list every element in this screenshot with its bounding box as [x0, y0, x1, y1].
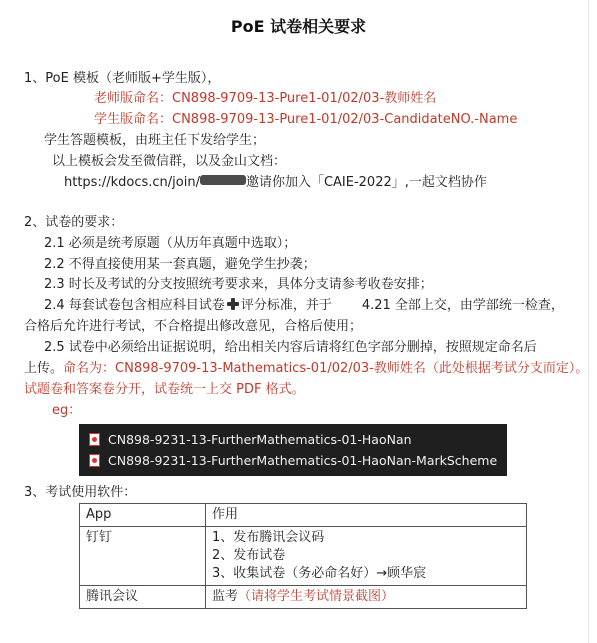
requirement-2-3: 2.3 时长及考试的分支按照统考要求来，具体分支请参考收卷安排；: [44, 277, 433, 292]
use-item: 3、收集试卷（务必命名好）→顾华宸: [212, 566, 427, 581]
requirement-2-4-continued: 合格后允许进行考试，不合格提出修改意见，合格后使用；: [24, 319, 363, 334]
use-item: 2、发布试卷: [212, 548, 286, 563]
software-table: [79, 503, 527, 609]
table-row: [80, 586, 527, 609]
requirement-2-4: [44, 297, 564, 315]
use-item: 1、发布腾讯会议码: [212, 530, 325, 545]
redaction-mark: [200, 175, 246, 185]
app-name: 钉钉: [80, 527, 206, 586]
requirement-2-4-part3: 4.21 全部上交，由学部统一检查，: [361, 298, 564, 313]
section2-heading: 2、试卷的要求：: [24, 215, 124, 230]
requirement-2-4-part2: 评分标准，并于: [240, 298, 332, 313]
app-name: 腾讯会议: [80, 586, 206, 609]
requirement-2-2: 2.2 不得直接使用某一套真题，避免学生抄袭；: [44, 257, 316, 272]
student-template-note: 学生答题模板，由班主任下发给学生；: [44, 133, 266, 148]
section3-heading: 3、考试使用软件：: [24, 485, 137, 500]
header-use: 作用: [206, 504, 527, 527]
requirement-2-5: 2.5 试卷中必须给出证据说明，给出相关内容后请将红色字部分删掉，按照规定命名后: [44, 340, 537, 355]
upload-label: 上传。: [24, 361, 64, 376]
section1-heading: 1、PoE 模板（老师版+学生版），: [24, 71, 221, 86]
requirement-2-1: 2.1 必须是统考原题（从历年真题中选取）；: [44, 236, 297, 251]
use-item: 监考: [212, 589, 239, 604]
naming-format-red: 命名为：CN898-9709-13-Mathematics-01/02/03-教师姓名（此处根据考试分支而定）。: [63, 361, 589, 376]
file-item[interactable]: [89, 450, 497, 470]
templates-sent-note: 以上模板会发至微信群，以及金山文档：: [52, 154, 287, 169]
invite-link-line[interactable]: [64, 174, 487, 192]
table-header-row: [80, 504, 527, 527]
example-file-list: [79, 424, 507, 476]
pdf-file-icon: [89, 454, 100, 467]
teacher-naming-rule: 老师版命名：CN898-9709-13-Pure1-01/02/03-教师姓名: [94, 91, 437, 106]
student-naming-rule: 学生版命名：CN898-9709-13-Pure1-01/02/03-CandidateNO.-Name: [94, 112, 518, 127]
page-margin-rule: [588, 0, 589, 643]
app-uses: [206, 586, 527, 609]
example-label: eg：: [52, 403, 82, 418]
file-item[interactable]: [89, 429, 412, 449]
header-app: App: [80, 504, 206, 527]
invite-link-url[interactable]: https://kdocs.cn/join/: [64, 175, 200, 190]
table-row: [80, 527, 527, 586]
requirement-2-4-part1: 2.4 每套试卷包含相应科目试卷: [44, 298, 225, 313]
use-note-red: （请将学生考试情景截图）: [238, 589, 395, 604]
invite-link-text: 邀请你加入「CAIE-2022」,一起文档协作: [245, 175, 487, 190]
file-name: CN898-9231-13-FurtherMathematics-01-HaoNan: [108, 431, 412, 447]
plus-icon: [226, 297, 240, 311]
file-name: CN898-9231-13-FurtherMathematics-01-HaoNan-MarkScheme: [108, 452, 498, 468]
requirement-2-5-continued: [24, 360, 588, 378]
document-title: PoE 试卷相关要求: [230, 17, 367, 36]
app-uses: [206, 527, 527, 586]
pdf-file-icon: [89, 433, 100, 446]
pdf-format-note: 试题卷和答案卷分开，试卷统一上交 PDF 格式。: [24, 382, 305, 397]
